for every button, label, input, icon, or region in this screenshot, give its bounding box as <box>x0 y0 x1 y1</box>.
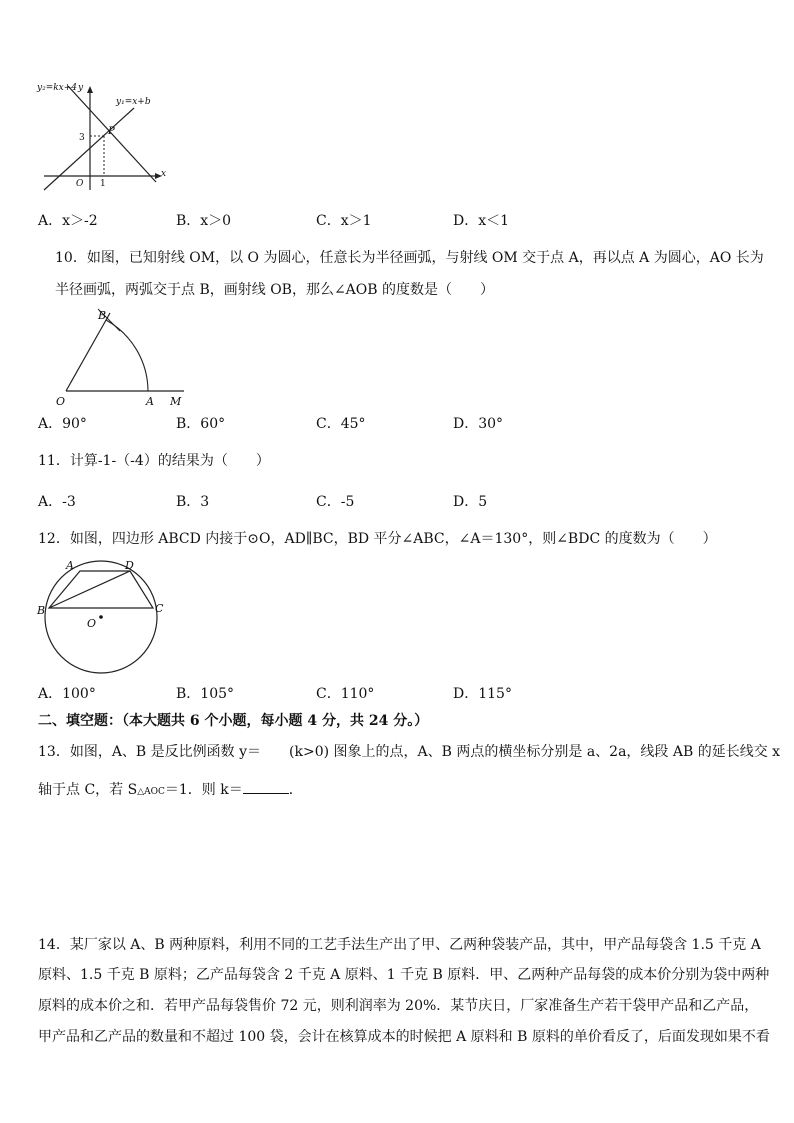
q10-option-b: B．60° <box>176 416 226 432</box>
q12-option-d: D．115° <box>453 686 512 702</box>
q9-option-b: B．x＞0 <box>176 213 232 229</box>
q9-option-c: C．x＞1 <box>316 213 372 229</box>
q11-text: 11．计算-1-（-4）的结果为（ ） <box>38 453 270 469</box>
q12-figure <box>34 555 174 677</box>
q10-text-line1: 10．如图，已知射线 OM，以 O 为圆心，任意长为半径画弧，与射线 OM 交于点 A，再以点 A 为圆心，AO 长为 <box>55 250 764 266</box>
label-a: A <box>66 559 74 572</box>
q9-option-d: D．x＜1 <box>453 213 510 229</box>
q13-text-line1: 13．如图，A、B 是反比例函数 y＝ (k>0) 图象上的点，A、B 两点的横坐标分别是 a、2a，线段 AB 的延长线交 x <box>38 744 781 760</box>
q12-option-b: B．105° <box>176 686 235 702</box>
q12-text: 12．如图，四边形 ABCD 内接于⊙O，AD∥BC，BD 平分∠ABC，∠A＝130°，则∠BDC 的度数为（ ） <box>38 531 717 547</box>
q9-graph <box>30 78 180 196</box>
q10-option-c: C．45° <box>316 416 366 432</box>
line-y1 <box>44 108 134 190</box>
q9-option-a: A．x＞-2 <box>38 213 98 229</box>
q10-text-line2: 半径画弧，两弧交于点 B，画射线 OB，那么∠AOB 的度数是（ ） <box>55 282 495 298</box>
label-m: M <box>170 395 182 408</box>
label-o: O <box>87 617 97 630</box>
q11-option-a: A．-3 <box>38 494 76 510</box>
q13-subscript: △AOC <box>137 787 165 797</box>
label-b: B <box>98 309 107 322</box>
label-o: O <box>56 395 66 408</box>
section2-heading: 二、填空题：（本大题共 6 个小题，每小题 4 分，共 24 分。） <box>38 713 429 729</box>
q14-text-line4: 甲产品和乙产品的数量和不超过 100 袋，会计在核算成本的时候把 A 原料和 B 原料的单价看反了，后面发现如果不看 <box>38 1029 770 1045</box>
q10-option-d: D．30° <box>453 416 504 432</box>
q13-line2-post: ＝1．则 k＝ <box>164 782 243 798</box>
q13-text-line2 <box>38 779 303 802</box>
q10-option-a: A．90° <box>38 416 87 432</box>
label-x: x <box>161 169 167 179</box>
tick-3: 3 <box>79 133 85 143</box>
q14-text-line1: 14．某厂家以 A、B 两种原料，利用不同的工艺手法生产出了甲、乙两种袋装产品，其中，甲产品每袋含 1.5 千克 A <box>38 937 761 953</box>
q12-option-c: C．110° <box>316 686 375 702</box>
q11-option-c: C．-5 <box>316 494 355 510</box>
label-c: C <box>155 602 164 615</box>
label-y1: y₁=x+b <box>116 97 151 107</box>
label-y: y <box>78 83 84 93</box>
label-y2: y₂=kx+4 <box>37 83 78 93</box>
tick-1: 1 <box>100 179 106 189</box>
label-p: P <box>108 126 115 137</box>
label-b: B <box>37 604 46 617</box>
q13-line2-end: ． <box>288 782 303 798</box>
q14-text-line2: 原料、1.5 千克 B 原料；乙产品每袋含 2 千克 A 原料、1 千克 B 原料．甲、乙两种产品每袋的成本价分别为袋中两种 <box>38 967 770 983</box>
label-a: A <box>146 395 154 408</box>
q10-figure <box>48 305 193 410</box>
label-d: D <box>125 559 134 572</box>
q11-option-d: D．5 <box>453 494 488 510</box>
q13-answer-blank[interactable] <box>243 779 289 794</box>
q12-option-a: A．100° <box>38 686 96 702</box>
q14-text-line3: 原料的成本价之和．若甲产品每袋售价 72 元，则利润率为 20%．某节庆日，厂家准备生产若干袋甲产品和乙产品， <box>38 998 759 1014</box>
q13-line2-pre: 轴于点 C，若 S <box>38 782 138 798</box>
q11-option-b: B．3 <box>176 494 210 510</box>
label-o: O <box>76 179 84 189</box>
